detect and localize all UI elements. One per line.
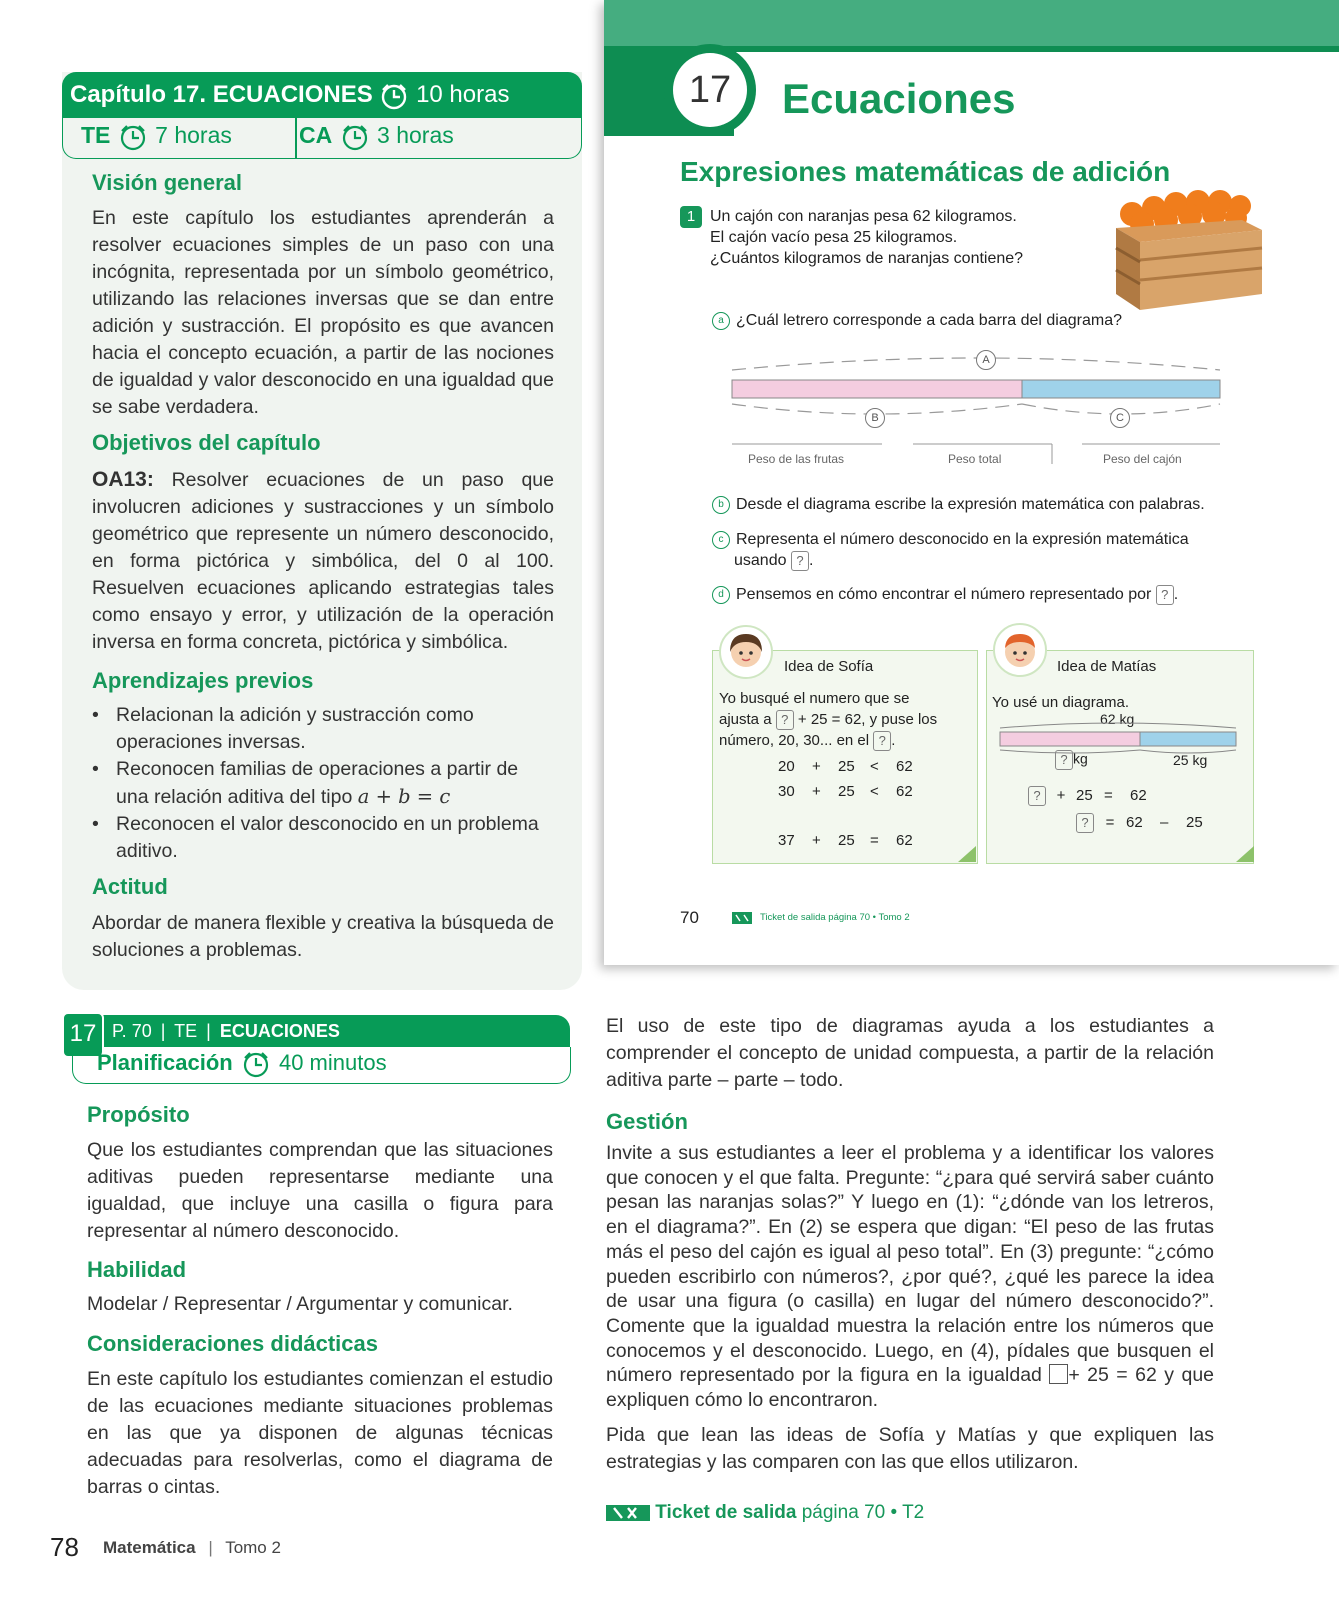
eq-term: 62: [1126, 813, 1143, 831]
divider: [295, 118, 297, 158]
card-corner: [958, 846, 976, 862]
gestion-heading: Gestión: [606, 1109, 688, 1134]
letter-badge: a: [712, 312, 730, 330]
sofia-text: Yo busqué el numero que se ajusta a ? + 25 = 62, y puse los número, 20, 30... en el ? .: [719, 688, 937, 751]
sofia-row-2: [778, 783, 913, 800]
problem-number: 1: [680, 206, 702, 228]
ca-hours: [299, 122, 454, 151]
plan-te: TE: [174, 1021, 198, 1041]
footer-subject: Matemática: [103, 1538, 196, 1557]
purpose-heading: Propósito: [87, 1102, 190, 1127]
sofia-line: ajusta a: [719, 711, 772, 728]
eq-term: 25: [1186, 813, 1203, 831]
footer-text: [103, 1538, 281, 1558]
label-b-marker: B: [865, 408, 885, 428]
plan-header: [62, 1015, 570, 1047]
sign-total-weight: Peso total: [948, 452, 1002, 466]
eq-op: +: [1056, 786, 1066, 804]
unknown-box: ?: [776, 710, 794, 730]
ticket-icon: [732, 912, 752, 924]
eq-op: <: [870, 758, 879, 775]
formula: a + b = c: [357, 785, 451, 808]
ticket-ref: página 70 • T2: [796, 1502, 925, 1523]
sign-crate-weight: Peso del cajón: [1103, 452, 1182, 466]
chapter-header: [62, 72, 582, 118]
eq-term: 62: [896, 783, 913, 800]
gestion-body: Invite a sus estudiantes a leer el problema y a identificar los valores que conocen y el que falta. Pregunte: “¿para qué servirá saber cuánto pesan las naranjas solas?” Y luego en (1): “¿dónde van los letreros, en el diagrama?”. En (2) se espera que digan: “El peso de las frutas más el peso del cajón es igual al peso total”. En (3) pregunte: “¿cómo pueden escribirlo con números?, ¿por qué?, ¿qué les parece la idea de usar una figura (o casilla) en lugar del número desconocido?”. Comente que la igualdad muestra la relación entre los números que conocemos y el desconocido. Luego, en (4), pídales que busquen el número representado por la figura en la igualdad: [606, 1142, 1214, 1387]
problem-line: El cajón vacío pesa 25 kilogramos.: [710, 229, 958, 246]
gestion-text: [606, 1141, 1214, 1413]
sofia-line: + 25 = 62, y puse los: [797, 711, 938, 728]
question-a: [712, 310, 1122, 331]
unknown-box: ?: [1156, 585, 1174, 605]
list-item: • Relacionan la adición y sustracción como operaciones inversas.: [92, 704, 474, 753]
separator: |: [208, 1538, 213, 1557]
ticket-label: Ticket de salida: [655, 1502, 797, 1523]
clock-icon: [117, 123, 149, 151]
didactic-heading: Consideraciones didácticas: [87, 1331, 378, 1356]
orange-crate-illustration: [1112, 180, 1264, 314]
sofia-row-3: [778, 832, 913, 849]
diagram-intro-text: El uso de este tipo de diagramas ayuda a los estudiantes a comprender el concepto de unidad compuesta, a partir de la relación aditiva parte – parte – todo.: [606, 1015, 1214, 1091]
unknown-box: ?: [1076, 813, 1094, 833]
te-hours: [81, 122, 232, 151]
matias-title: Idea de Matías: [1057, 658, 1157, 675]
eq-term: 25: [838, 758, 855, 775]
chapter-hours: 10 horas: [416, 81, 510, 108]
question-c-text-2: usando: [734, 552, 787, 569]
overview-heading: Visión general: [92, 170, 242, 195]
label-c-marker: C: [1110, 408, 1130, 428]
eq-term: 62: [896, 832, 913, 849]
square-symbol: [1049, 1364, 1068, 1384]
page-title: Ecuaciones: [782, 75, 1016, 122]
chapter-subheader: [62, 118, 582, 159]
clock-icon: [339, 123, 371, 151]
problem-line: Un cajón con naranjas pesa 62 kilogramos.: [710, 208, 1017, 225]
separator: |: [206, 1021, 211, 1041]
skill-text: Modelar / Representar / Argumentar y comunicar.: [87, 1293, 513, 1315]
prior-heading: Aprendizajes previos: [92, 668, 314, 693]
letter-badge: c: [712, 531, 730, 549]
sign-fruit-weight: Peso de las frutas: [748, 452, 845, 466]
sofia-row-1: [778, 758, 913, 775]
ticket-icon: [606, 1503, 650, 1523]
plan-subheader: [72, 1047, 571, 1084]
te-hours-value: 7 horas: [155, 122, 232, 148]
attitude-heading: Actitud: [92, 874, 168, 899]
chapter-number: 17: [673, 53, 747, 127]
student-page-number: 70: [680, 908, 699, 927]
plan-page: P. 70: [112, 1021, 152, 1041]
eq-term: 62: [896, 758, 913, 775]
overview-text: En este capítulo los estudiantes aprenderán a resolver ecuaciones simples de un paso con una incógnita, representada por un símbolo geométrico, utilizando las relaciones inversas que se dan entre adición y sustracción. El propósito es que avancen hacia el concepto ecuación, a partir de las nociones de igualdad y valor desconocido en una igualdad que se sabe verdadera.: [92, 207, 554, 418]
question-b: [712, 494, 1205, 515]
sofia-line: Yo busqué el numero que se: [719, 690, 910, 707]
question-b-text: Desde el diagrama escribe la expresión matemática con palabras.: [736, 496, 1205, 513]
page-number: 78: [50, 1532, 79, 1562]
label-a-marker: A: [976, 350, 996, 370]
purpose-text: Que los estudiantes comprendan que las situaciones aditivas pueden representarse mediante una igualdad, que incluye una casilla o figura para representar al número desconocido.: [87, 1139, 553, 1242]
eq-op: =: [1104, 786, 1113, 804]
page-subtitle: Expresiones matemáticas de adición: [680, 156, 1171, 187]
ideas-text: Pida que lean las ideas de Sofía y Matías y que expliquen las estrategias y las comparen con las que ellos utilizaron.: [606, 1424, 1214, 1473]
te-label: TE: [81, 122, 111, 148]
eq-op: +: [812, 758, 821, 775]
matias-eq-2: [1076, 813, 1203, 833]
matias-text: Yo usé un diagrama.: [992, 694, 1130, 711]
ca-hours-value: 3 horas: [377, 122, 454, 148]
clock-icon: [379, 82, 409, 110]
matias-eq-1: [1028, 786, 1147, 806]
list-item-text: Reconocen familias de operaciones a partir de una relación aditiva del tipo: [116, 758, 519, 808]
separator: |: [160, 1021, 166, 1041]
plan-topic: ECUACIONES: [219, 1021, 340, 1041]
objectives-text: [92, 466, 554, 656]
eq-op: +: [812, 783, 821, 800]
plan-header-text: [112, 1021, 340, 1042]
sofia-avatar: [718, 624, 774, 680]
matias-known: 25 kg: [1173, 752, 1208, 768]
plan-title-line: [97, 1050, 387, 1078]
ca-label: CA: [299, 122, 333, 148]
objective-body: Resolver ecuaciones de un paso que involucren adiciones y sustracciones y un símbolo geométrico que represente un número desconocido, en forma pictórica y simbólica, del 0 al 100. Resuelven ecuaciones aplicando estrategias tales como ensayo y error, y utilización de la operación inversa en forma concreta, pictórica y simbólica.: [92, 469, 554, 653]
plan-chapter-number: 17: [62, 1012, 104, 1058]
matias-avatar: [992, 622, 1048, 678]
eq-term: 25: [838, 832, 855, 849]
unit: kg: [1073, 750, 1088, 767]
eq-term: 30: [778, 783, 795, 800]
unknown-box: ?: [1055, 750, 1073, 770]
matias-unknown-kg: [1055, 750, 1088, 770]
clock-icon: [239, 1050, 273, 1078]
sofia-line: número, 20, 30... en el: [719, 732, 870, 750]
didactic-text: En este capítulo los estudiantes comienzan el estudio de las ecuaciones mediante situaciones problemas en las que ya disponen de algunas técnicas adecuadas para resolverlas, como el diagrama de barras o cintas.: [87, 1368, 553, 1498]
skill-heading: Habilidad: [87, 1257, 187, 1282]
question-c-text: Representa el número desconocido en la expresión matemática: [736, 531, 1189, 548]
student-ticket-text: Ticket de salida página 70 • Tomo 2: [760, 912, 910, 923]
letter-badge: b: [712, 496, 730, 514]
eq-term: 25: [838, 783, 855, 800]
eq-op: =: [870, 832, 879, 849]
eq-op: +: [812, 832, 821, 849]
list-item-text: Relacionan la adición y sustracción como operaciones inversas.: [116, 704, 474, 753]
list-item: • Reconocen familias de operaciones a partir de una relación aditiva del tipo a + b = c: [92, 758, 519, 808]
question-a-text: ¿Cuál letrero corresponde a cada barra del diagrama?: [736, 312, 1122, 329]
list-item: • Reconocen el valor desconocido en un problema aditivo.: [92, 813, 539, 862]
question-c: c Representa el número desconocido en la expresión matemática usando ? .: [712, 529, 1189, 571]
matias-total: 62 kg: [1100, 711, 1135, 727]
page-top-band: [604, 0, 1339, 46]
prior-list: [92, 702, 554, 865]
plan-title: Planificación: [97, 1050, 233, 1075]
list-item-text: Reconocen el valor desconocido en un problema aditivo.: [116, 813, 539, 862]
unknown-box: ?: [1028, 786, 1046, 806]
eq-term: 20: [778, 758, 795, 775]
chapter-title: Capítulo 17. ECUACIONES: [70, 81, 373, 108]
question-d-text: Pensemos en cómo encontrar el número representado por: [736, 586, 1152, 603]
eq-term: 25: [1076, 786, 1093, 804]
eq-term: 37: [778, 832, 795, 849]
problem-line: ¿Cuántos kilogramos de naranjas contiene?: [710, 250, 1024, 267]
eq-op: =: [1105, 813, 1115, 831]
plan-minutes: 40 minutos: [278, 1050, 387, 1075]
sofia-title: Idea de Sofía: [784, 658, 874, 675]
card-corner: [1236, 846, 1254, 862]
letter-badge: d: [712, 586, 730, 604]
eq-op: –: [1160, 813, 1169, 831]
attitude-text: Abordar de manera flexible y creativa la búsqueda de soluciones a problemas.: [92, 912, 554, 961]
chapter-title-line: [70, 81, 509, 110]
objectives-heading: Objetivos del capítulo: [92, 430, 321, 455]
footer-volume: Tomo 2: [225, 1538, 281, 1557]
gestion-tail: + 25 = 62 y que expliquen cómo lo encontraron.: [606, 1364, 1215, 1412]
problem-text: [710, 206, 1023, 269]
question-d: d Pensemos en cómo encontrar el número representado por ? .: [712, 584, 1178, 605]
eq-term: 62: [1130, 786, 1147, 804]
unknown-box: ?: [873, 731, 891, 751]
unknown-box: ?: [791, 551, 809, 571]
objective-code: OA13:: [92, 468, 154, 491]
eq-op: <: [870, 783, 879, 800]
ticket-line: [606, 1502, 924, 1524]
